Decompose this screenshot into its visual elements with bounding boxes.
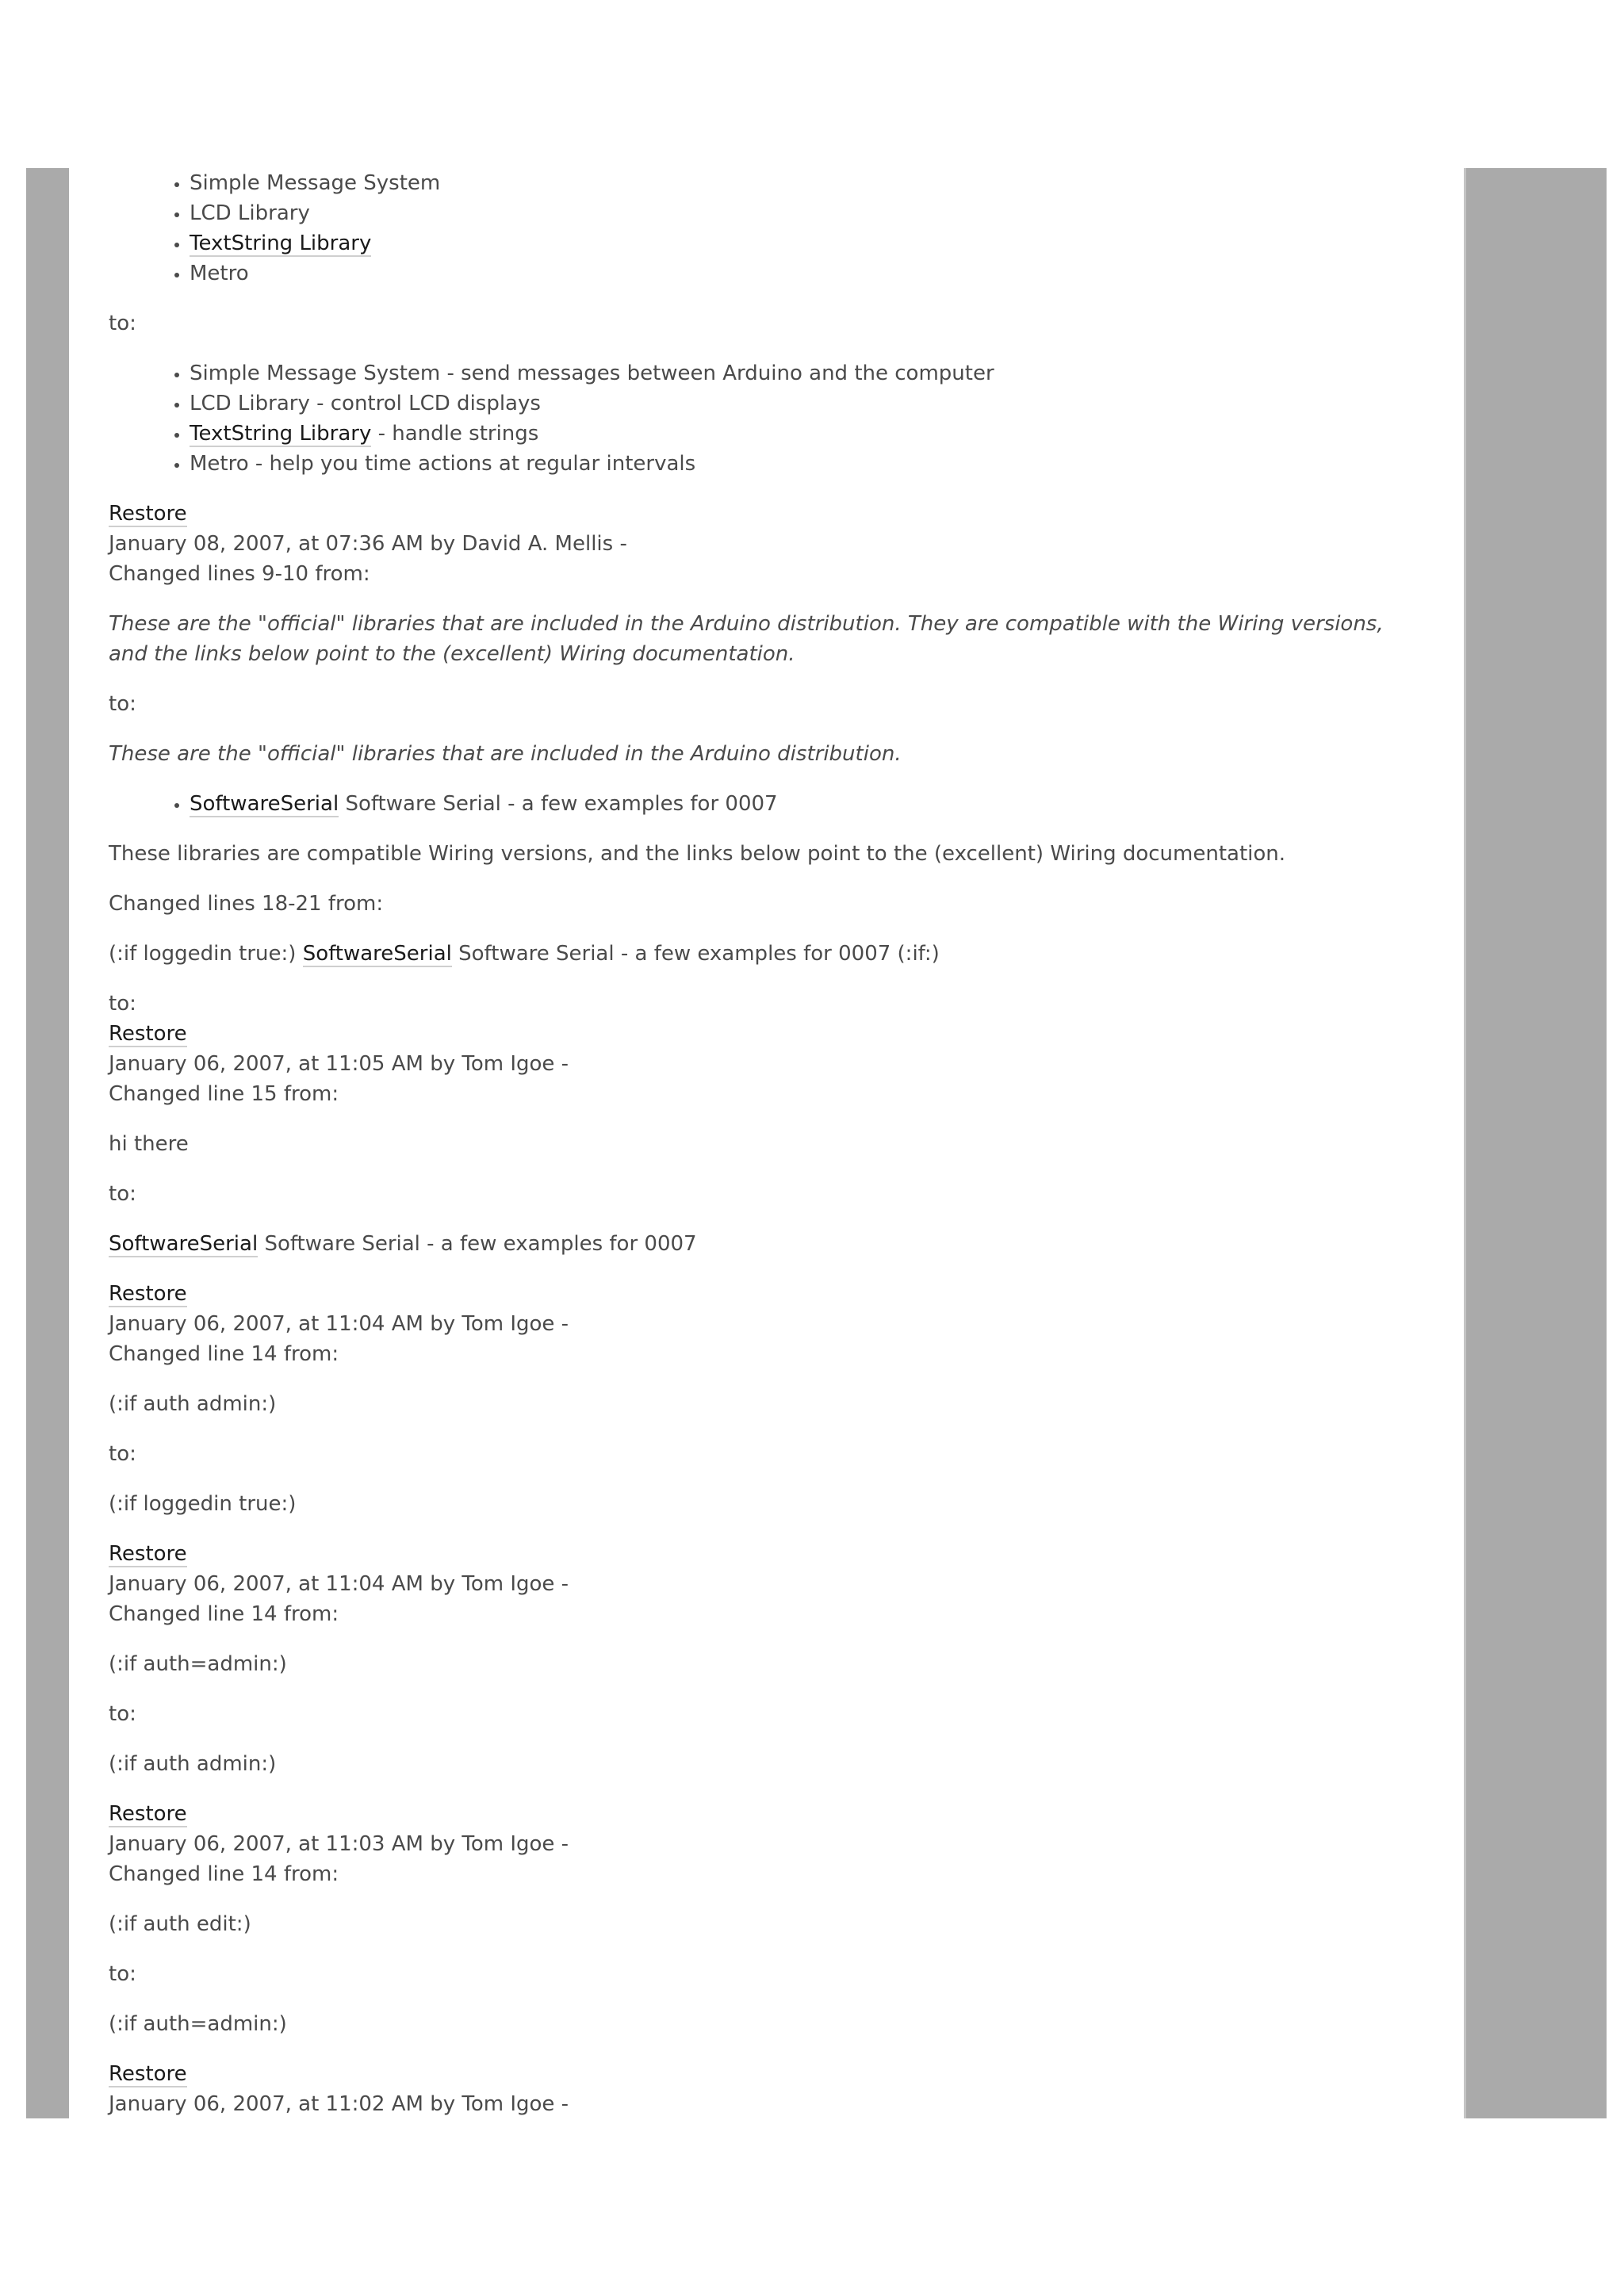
diff-to-text: SoftwareSerial Software Serial - a few examples for 0007 bbox=[109, 1232, 697, 1256]
right-sidebar-bar bbox=[1464, 168, 1607, 2118]
revision-entry bbox=[109, 1279, 1393, 1519]
revision-header: January 06, 2007, at 11:04 AM by Tom Igoe - bbox=[109, 1572, 569, 1596]
restore-link[interactable]: Restore bbox=[109, 1022, 187, 1046]
revision-header: January 06, 2007, at 11:02 AM by Tom Igoe - bbox=[109, 2092, 569, 2116]
softwareserial-link[interactable]: SoftwareSerial bbox=[302, 942, 452, 966]
to-label: to: bbox=[109, 692, 136, 716]
list-item bbox=[190, 228, 1393, 258]
diff-from-text: hi there bbox=[109, 1132, 189, 1156]
new-library-list bbox=[109, 358, 1393, 479]
restore-link[interactable]: Restore bbox=[109, 1802, 187, 1826]
list-item: • TextString Library - handle strings bbox=[190, 419, 1393, 449]
change-description: Changed line 14 from: bbox=[109, 1342, 339, 1366]
old-library-list bbox=[109, 168, 1393, 289]
diff-to-text: These are the "official" libraries that are included in the Arduino distribution. bbox=[109, 742, 902, 766]
revision-header: January 06, 2007, at 11:03 AM by Tom Igoe - bbox=[109, 1832, 569, 1856]
revision-entry bbox=[109, 1019, 1393, 1259]
change-description: Changed lines 18-21 from: bbox=[109, 892, 384, 916]
revision-entry bbox=[109, 1539, 1393, 1779]
to-label: to: bbox=[109, 1442, 136, 1466]
change-description: Changed line 14 from: bbox=[109, 1602, 339, 1626]
list-item: • SoftwareSerial Software Serial - a few examples for 0007 bbox=[190, 789, 1393, 819]
softwareserial-link[interactable]: SoftwareSerial bbox=[190, 792, 339, 816]
diff-from-text: These are the "official" libraries that are included in the Arduino distribution. They are compatible with the Wiring versions, and the links below point to the (excellent) Wiring documentation. bbox=[109, 612, 1384, 666]
to-label: to: bbox=[109, 1962, 136, 1986]
revision-header: January 06, 2007, at 11:04 AM by Tom Igoe - bbox=[109, 1312, 569, 1336]
diff-from-text: (:if loggedin true:) SoftwareSerial Software Serial - a few examples for 0007 (:if:) bbox=[109, 942, 940, 966]
diff-to-text: (:if auth admin:) bbox=[109, 1752, 277, 1776]
softwareserial-link[interactable]: SoftwareSerial bbox=[109, 1232, 259, 1256]
diff-from-text: (:if auth edit:) bbox=[109, 1912, 251, 1936]
to-label: to: bbox=[109, 1182, 136, 1206]
restore-link[interactable]: Restore bbox=[109, 1282, 187, 1306]
diff-to-text: (:if auth=admin:) bbox=[109, 2012, 287, 2036]
revision-header: January 06, 2007, at 11:05 AM by Tom Igoe - bbox=[109, 1052, 569, 1076]
textstring-library-link[interactable]: TextString Library bbox=[190, 232, 372, 255]
revision-entry bbox=[109, 2059, 1393, 2119]
list-item: • Simple Message System bbox=[190, 168, 1393, 198]
restore-link[interactable]: Restore bbox=[109, 502, 187, 526]
change-description: Changed lines 9-10 from: bbox=[109, 562, 370, 586]
textstring-library-link[interactable]: TextString Library bbox=[190, 422, 372, 446]
diff-to-text: (:if loggedin true:) bbox=[109, 1492, 297, 1516]
diff-to-list bbox=[109, 789, 1393, 819]
list-item: • LCD Library - control LCD displays bbox=[190, 388, 1393, 419]
diff-from-text: (:if auth=admin:) bbox=[109, 1652, 287, 1676]
list-item: • Metro bbox=[190, 258, 1393, 289]
to-label: to: bbox=[109, 1702, 136, 1726]
revision-header: January 08, 2007, at 07:36 AM by David A. Mellis - bbox=[109, 532, 627, 556]
restore-link[interactable]: Restore bbox=[109, 1542, 187, 1566]
list-item: • Simple Message System - send messages between Arduino and the computer bbox=[190, 358, 1393, 388]
revision-entry bbox=[109, 499, 1393, 1019]
left-sidebar-bar bbox=[26, 168, 69, 2118]
change-description: Changed line 14 from: bbox=[109, 1862, 339, 1886]
restore-link[interactable]: Restore bbox=[109, 2062, 187, 2086]
to-label: to: bbox=[109, 312, 136, 335]
list-item: • LCD Library bbox=[190, 198, 1393, 228]
to-label: to: bbox=[109, 992, 136, 1016]
revision-entry bbox=[109, 1799, 1393, 2039]
diff-from-text: (:if auth admin:) bbox=[109, 1392, 277, 1416]
change-description: Changed line 15 from: bbox=[109, 1082, 339, 1106]
diff-to-text: These libraries are compatible Wiring versions, and the links below point to the (excellent) Wiring documentation. bbox=[109, 842, 1286, 866]
page-history-content bbox=[109, 168, 1393, 2119]
list-item: • Metro - help you time actions at regular intervals bbox=[190, 449, 1393, 479]
